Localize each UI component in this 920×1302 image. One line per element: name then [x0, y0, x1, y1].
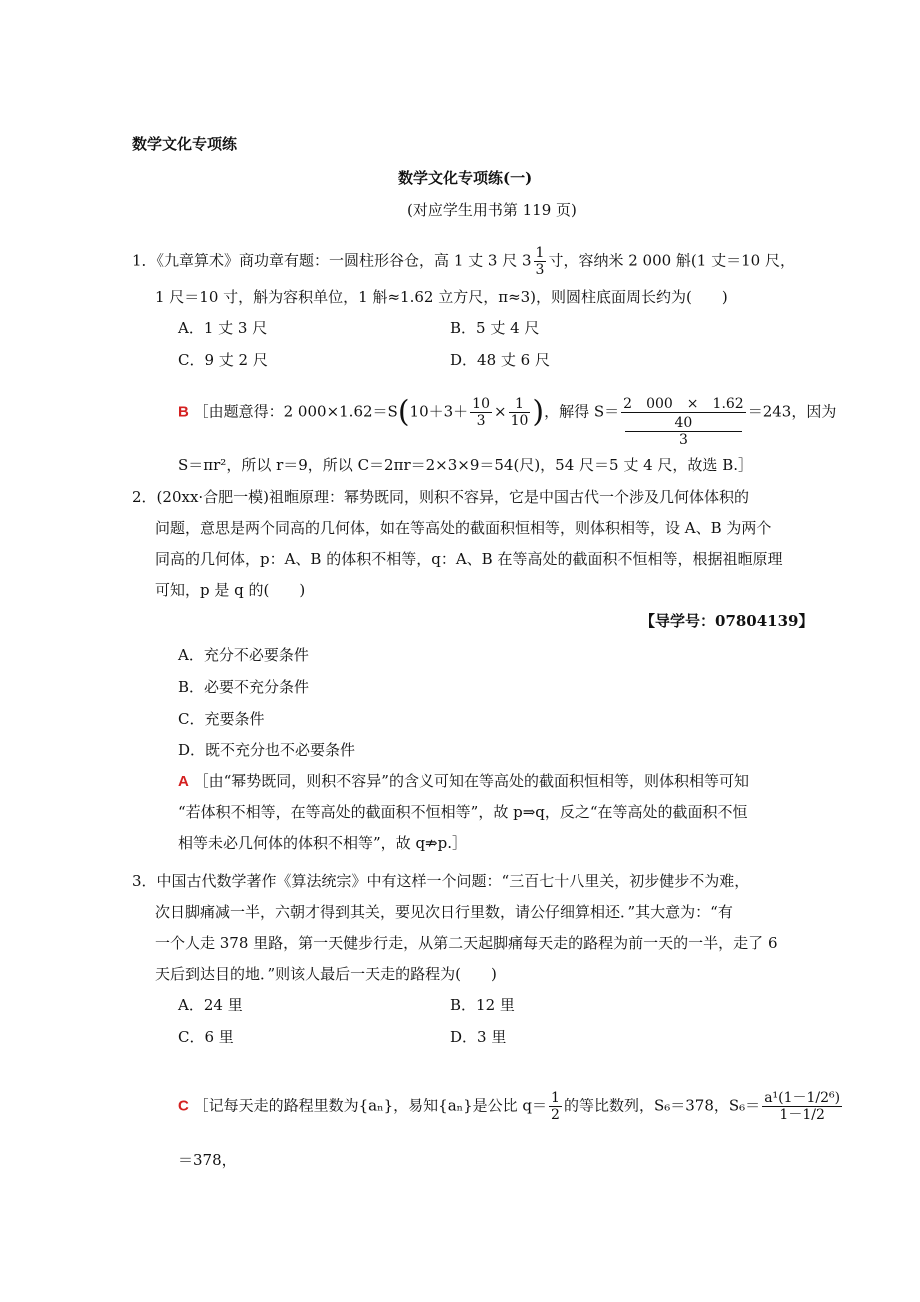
q1-exp-c: ＝243，因为 — [747, 402, 837, 421]
q1-option-a: A．1 丈 3 尺 — [178, 319, 268, 337]
q1-line1-b: 寸，容纳米 2 000 斛(1 丈＝10 尺， — [548, 251, 795, 270]
q2-explanation-line2: “若体积不相等，在等高处的截面积不恒相等”，故 p⇒q，反之“在等高处的截面积不恒 — [178, 803, 748, 821]
q2-explanation-line3: 相等未必几何体的体积不相等”，故 q⇏p.］ — [178, 834, 467, 852]
q3-line4: 天后到达目的地．”则该人最后一天走的路程为( ) — [155, 965, 497, 983]
q1-fraction — [534, 245, 547, 278]
q1-answer: B — [178, 403, 189, 421]
q1-explanation-line2: S＝πr²，所以 r＝9，所以 C＝2πr＝2×3×9＝54(尺)，54 尺＝5 丈 4 尺，故选 B.］ — [178, 456, 753, 474]
page-subtitle: (对应学生用书第 119 页) — [407, 201, 577, 219]
q3-exp-q-frac: $\frac{1}{2}$ — [551, 1090, 560, 1123]
q2-line4: 可知，p 是 q 的( ) — [155, 581, 306, 599]
q2-option-b: B．必要不充分条件 — [178, 678, 310, 696]
section-title: 数学文化专项练 — [132, 135, 238, 153]
q2-option-c: C．充要条件 — [178, 710, 265, 728]
q3-answer: C — [178, 1097, 189, 1115]
q3-option-b: B．12 里 — [450, 996, 515, 1014]
q3-option-d: D．3 里 — [450, 1028, 507, 1046]
q3-line2: 次日脚痛减一半，六朝才得到其关，要见次日行里数，请公仔细算相还．”其大意为：“有 — [155, 903, 733, 921]
q1-option-c: C．9 丈 2 尺 — [178, 351, 268, 369]
q1-exp-frac2: $\frac{1}{10}$ — [510, 396, 529, 429]
q1-line1-a: 1．《九章算术》商功章有题：一圆柱形谷仓，高 1 丈 3 尺 3 — [132, 251, 532, 270]
q2-explanation-line1: A ［由“幂势既同，则积不容异”的含义可知在等高处的截面积恒相等，则体积相等可知 — [178, 772, 749, 790]
q3-line1: 3．中国古代数学著作《算法统宗》中有这样一个问题：“三百七十八里关，初步健步不为难， — [132, 872, 750, 890]
q1-option-d: D．48 丈 6 尺 — [450, 351, 550, 369]
q2-line1: 2．(20xx·合肥一模)祖暅原理：幂势既同，则积不容异，它是中国古代一个涉及几何体体积的 — [132, 488, 750, 506]
q2-answer: A — [178, 773, 189, 790]
q3-explanation-line1: C ［记每天走的路程里数为{aₙ}，易知{aₙ}是公比 q＝ $\frac{1}{2}$ 的等比数列，S₆＝378，S₆＝ $\frac{\text{a¹(1－1/2⁶)}}{1-1/2}$ — [178, 1090, 841, 1123]
q1-option-b: B．5 丈 4 尺 — [450, 319, 540, 337]
q3-exp-sum-frac: $\frac{\text{a¹(1－1/2⁶)}}{1-1/2}$ — [764, 1090, 841, 1123]
q1-frac-num: 1 — [535, 245, 545, 261]
q3-option-c: C．6 里 — [178, 1028, 234, 1046]
q1-exp-frac3: 2 000 × 1.62 40 3 — [623, 396, 744, 448]
q2-option-a: A．充分不必要条件 — [178, 646, 309, 664]
guide-number: 【导学号：07804139】 — [640, 612, 814, 630]
q1-explanation-line1: B ［由题意得：2 000×1.62＝S(10＋3＋ $\frac{10}{3}$ × $\frac{1}{10}$ )，解得 S＝ 2 000 × 1.62 40 3 ＝243，因为 — [178, 394, 837, 448]
q3-option-a: A．24 里 — [178, 996, 243, 1014]
q3-explanation-line2: ＝378， — [178, 1151, 237, 1169]
page-title: 数学文化专项练(一) — [398, 169, 533, 187]
q3-line3: 一个人走 378 里路，第一天健步行走，从第二天起脚痛每天走的路程为前一天的一半，走了 6 — [155, 934, 778, 952]
q1-exp-frac1: $\frac{10}{3}$ — [472, 396, 490, 429]
q1-exp-b: ，解得 S＝ — [544, 402, 620, 421]
q1-line2: 1 尺＝10 寸，斛为容积单位，1 斛≈1.62 立方尺，π≈3)，则圆柱底面周长约为( ) — [155, 288, 728, 306]
q2-line3: 同高的几何体，p：A、B 的体积不相等，q：A、B 在等高处的截面积不恒相等，根据祖暅原理 — [155, 550, 783, 568]
q2-line2: 问题，意思是两个同高的几何体，如在等高处的截面积恒相等，则体积相等，设 A、B 为两个 — [155, 519, 772, 537]
q1-frac-den: 3 — [535, 262, 545, 278]
q2-option-d: D．既不充分也不必要条件 — [178, 741, 356, 759]
q1-exp-a: ［由题意得：2 000×1.62＝S — [193, 402, 398, 421]
q1-line1 — [132, 245, 795, 278]
